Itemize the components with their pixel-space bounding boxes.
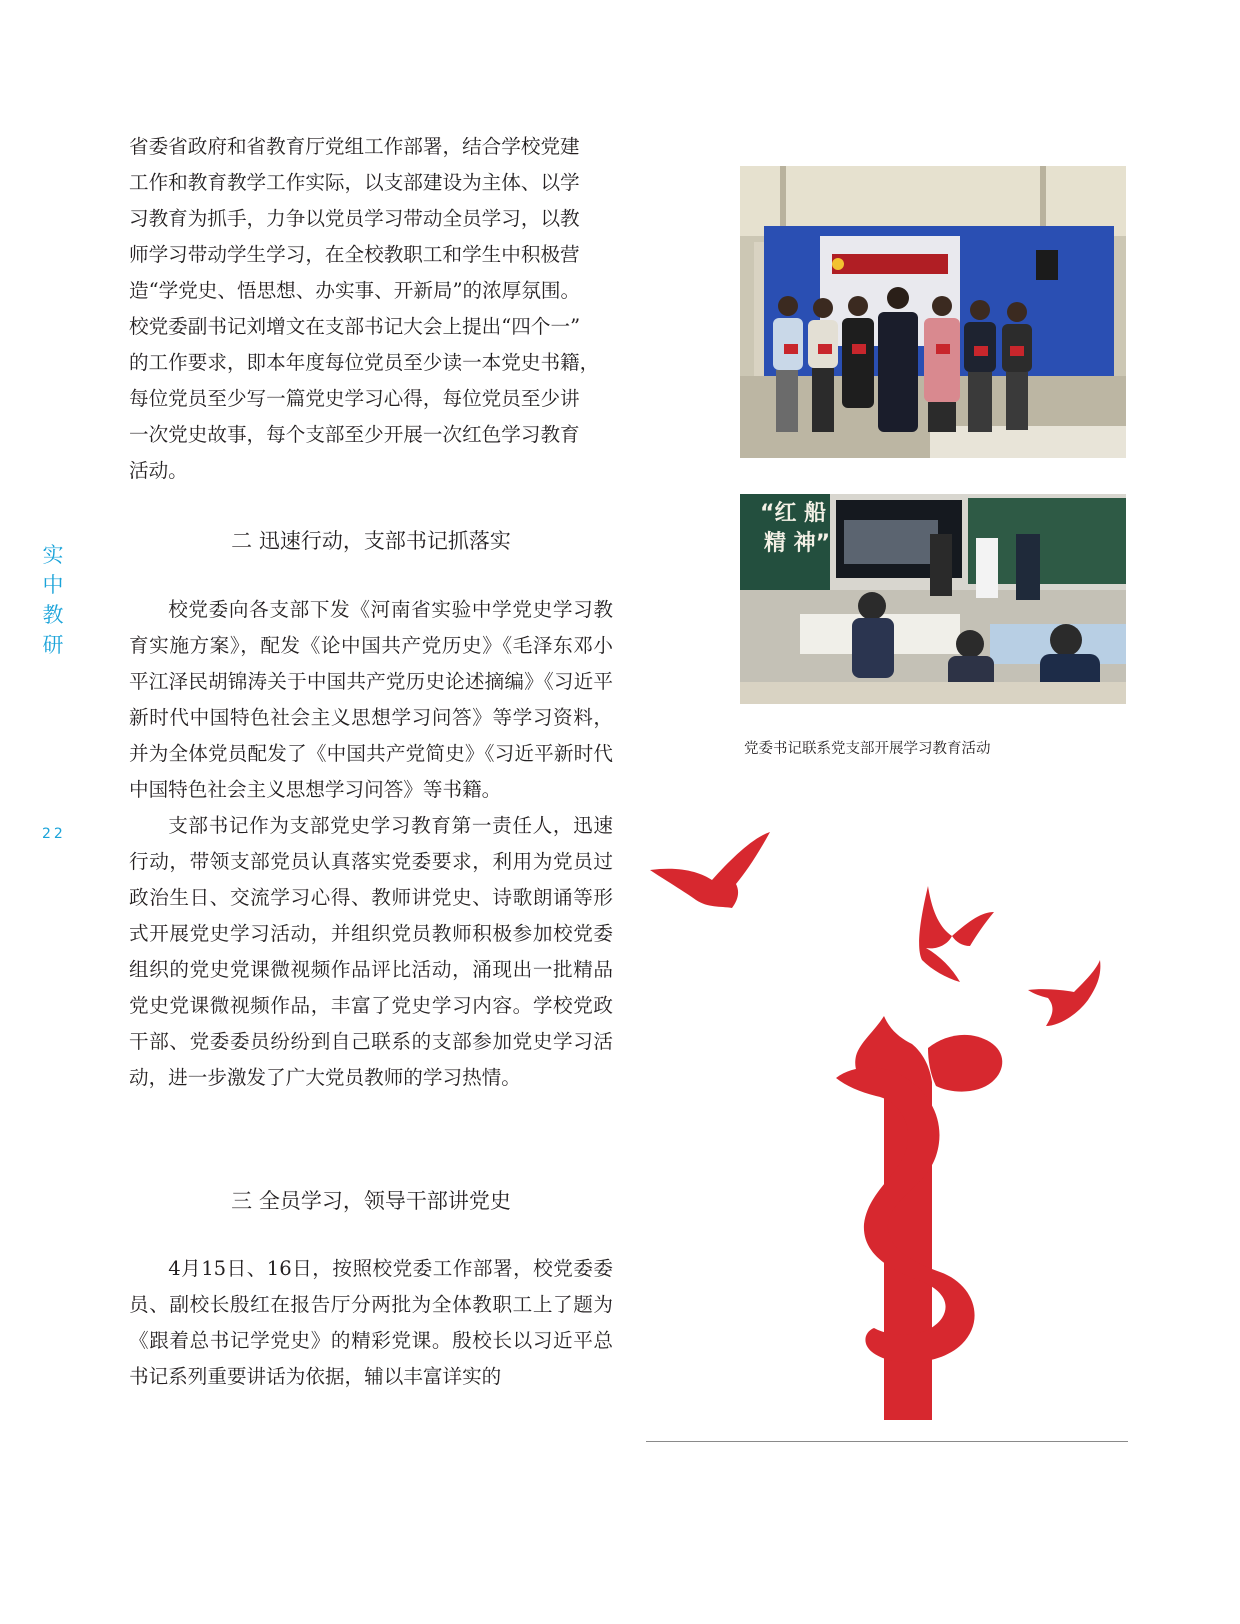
section-2-paragraph-2: 支部书记作为支部党史学习教育第一责任人，迅速行动，带领支部党员认真落实党委要求，利用为党员过政治生日、交流学习心得、教师讲党史、诗歌朗诵等形式开展党史学习活动，并组织党员教师积极参加校党委组织的党史党课微视频作品评比活动，涌现出一批精品党史党课微视频作品，丰富了党史学习内容。学校党政干部、党委委员纷纷到自己联系的支部参加党史学习活动，进一步激发了广大党员教师的学习热情。 — [129, 814, 613, 1089]
section-heading-2: 二 迅速行动，支部书记抓落实 — [231, 529, 511, 553]
text-line: 习教育为抓手，力争以党员学习带动全员学习，以教 — [129, 207, 580, 230]
photo-classroom-activity — [740, 494, 1126, 704]
photo-award-ceremony — [740, 166, 1126, 458]
photo-classroom-image — [740, 494, 1126, 704]
text-line: 工作和教育教学工作实际，以支部建设为主体、以学 — [129, 171, 580, 194]
dove-icon — [650, 832, 770, 908]
text-line: 校党委副书记刘增文在支部书记大会上提出“四个一” — [129, 315, 581, 338]
section-2-body — [129, 592, 613, 1096]
cloud-board-icon — [928, 1035, 1002, 1092]
board-sign-line-1: “红 船 — [760, 501, 827, 526]
section-heading-3: 三 全员学习，领导干部讲党史 — [231, 1189, 511, 1213]
text-line: 一次党史故事，每个支部至少开展一次红色学习教育 — [129, 423, 580, 446]
text-line: 的工作要求，即本年度每位党员至少读一本党史书籍， — [129, 351, 600, 374]
section-tag-char: 实 — [42, 543, 64, 567]
intro-paragraph — [129, 129, 613, 489]
section-3-body — [129, 1251, 613, 1395]
section-tag-char: 教 — [42, 603, 64, 627]
dove-icon — [1028, 960, 1100, 1026]
dove-icon — [919, 886, 994, 982]
text-line: 造“学党史、悟思想、办实事、开新局”的浓厚氛围。 — [129, 279, 581, 302]
divider-line — [646, 1441, 1128, 1442]
text-line: 每位党员至少写一篇党史学习心得，每位党员至少讲 — [129, 387, 580, 410]
photo-caption: 党委书记联系党支部开展学习教育活动 — [744, 741, 991, 757]
section-2-paragraph-1: 校党委向各支部下发《河南省实验中学党史学习教育实施方案》，配发《论中国共产党历史》《毛泽东邓小平江泽民胡锦涛关于中国共产党历史论述摘编》《习近平新时代中国特色社会主义思想学习问答》等学习资料，并为全体党员配发了《中国共产党简史》《习近平新时代中国特色社会主义思想学习问答》等书籍。 — [129, 598, 613, 801]
section-tag-char: 研 — [42, 633, 64, 657]
text-line: 省委省政府和省教育厅党组工作部署，结合学校党建 — [129, 135, 580, 158]
board-sign-line-2: 精 神” — [764, 531, 831, 556]
text-line: 师学习带动学生学习，在全校教职工和学生中积极营 — [129, 243, 580, 266]
page-number: 22 — [42, 826, 66, 842]
huabiao-doves-decoration — [640, 820, 1140, 1440]
section-tag — [38, 540, 68, 660]
text-line: 活动。 — [129, 459, 188, 482]
section-tag-char: 中 — [42, 573, 64, 597]
photo-award-ceremony-image — [740, 166, 1126, 458]
section-3-paragraph-1: 4月15日、16日，按照校党委工作部署，校党委委员、副校长殷红在报告厅分两批为全体教职工上了题为《跟着总书记学党史》的精彩党课。殷校长以习近平总书记系列重要讲话为依据，辅以丰富详实的 — [129, 1257, 613, 1388]
